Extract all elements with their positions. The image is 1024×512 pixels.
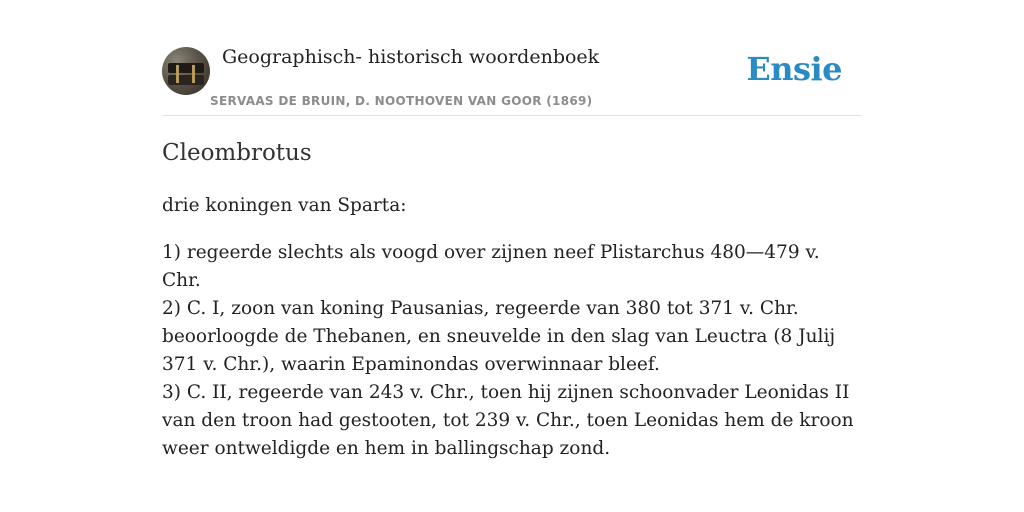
entry-title: Cleombrotus [162,140,312,166]
entry-body [162,192,862,482]
book-spine-band [192,65,195,83]
book-author-year: SERVAAS DE BRUIN, D. NOOTHOVEN VAN GOOR (1869) [210,94,593,108]
book-cover-avatar[interactable] [162,47,210,95]
definition-item: 3) C. II, regeerde van 243 v. Chr., toen hij zijnen schoonvader Leonidas II van den troon had gestooten, tot 239 v. Chr., toen Leonidas hem de kroon weer ontweldigde en hem in ballingschap zond. [162,382,854,459]
book-spine-image [168,75,204,85]
definition-item: 1) regeerde slechts als voogd over zijnen neef Plistarchus 480—479 v. Chr. [162,242,820,291]
entry-definitions [162,239,862,463]
ensie-logo-link[interactable]: Ensie [746,50,842,88]
definition-item: 2) C. I, zoon van koning Pausanias, regeerde van 380 tot 371 v. Chr. beoorloogde de Thebanen, en sneuvelde in den slag van Leuctra (8 Julij 371 v. Chr.), waarin Epaminondas overwinnaar bleef. [162,298,836,375]
book-header [162,40,862,116]
book-spine-image [168,63,204,73]
book-spine-band [176,65,179,83]
entry-intro: drie koningen van Sparta: [162,195,407,216]
book-title-link[interactable]: Geographisch- historisch woordenboek [222,46,600,68]
